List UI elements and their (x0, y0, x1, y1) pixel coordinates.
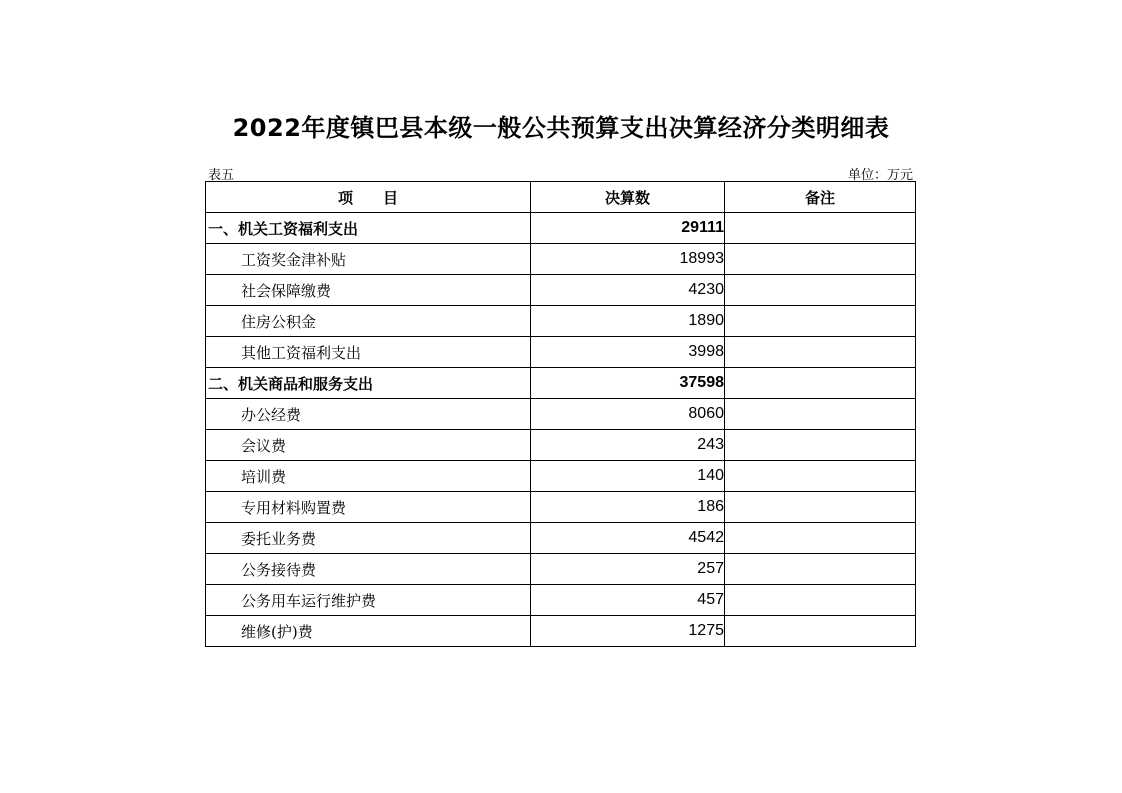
amount-cell: 3998 (531, 337, 725, 368)
amount-cell: 8060 (531, 399, 725, 430)
table-row (206, 399, 916, 430)
category-row (206, 213, 916, 244)
amount-cell: 29111 (531, 213, 725, 244)
table-label: 表五 (208, 168, 235, 183)
item-cell: 住房公积金 (206, 306, 531, 337)
item-cell: 维修(护)费 (206, 616, 531, 647)
table-row (206, 554, 916, 585)
amount-cell: 1890 (531, 306, 725, 337)
column-header-note: 备注 (725, 182, 916, 213)
note-cell (725, 523, 916, 554)
item-cell: 会议费 (206, 430, 531, 461)
column-header-item: 项 目 (206, 182, 531, 213)
note-cell (725, 616, 916, 647)
amount-cell: 186 (531, 492, 725, 523)
amount-cell: 4542 (531, 523, 725, 554)
note-cell (725, 213, 916, 244)
item-cell: 委托业务费 (206, 523, 531, 554)
table-row (206, 306, 916, 337)
note-cell (725, 461, 916, 492)
note-cell (725, 275, 916, 306)
amount-cell: 18993 (531, 244, 725, 275)
table-row (206, 275, 916, 306)
table-row (206, 461, 916, 492)
table-row (206, 492, 916, 523)
note-cell (725, 306, 916, 337)
table-row (206, 337, 916, 368)
category-row (206, 368, 916, 399)
item-cell: 其他工资福利支出 (206, 337, 531, 368)
note-cell (725, 430, 916, 461)
table-row (206, 523, 916, 554)
column-header-amount: 决算数 (531, 182, 725, 213)
amount-cell: 257 (531, 554, 725, 585)
page-title: 2022年度镇巴县本级一般公共预算支出决算经济分类明细表 (232, 114, 890, 142)
note-cell (725, 554, 916, 585)
amount-cell: 457 (531, 585, 725, 616)
expenditure-table (205, 181, 916, 647)
note-cell (725, 244, 916, 275)
amount-cell: 4230 (531, 275, 725, 306)
item-cell: 公务用车运行维护费 (206, 585, 531, 616)
amount-cell: 1275 (531, 616, 725, 647)
table-header-row (206, 182, 916, 213)
note-cell (725, 492, 916, 523)
item-cell: 二、机关商品和服务支出 (206, 368, 531, 399)
amount-cell: 243 (531, 430, 725, 461)
amount-cell: 37598 (531, 368, 725, 399)
item-cell: 培训费 (206, 461, 531, 492)
item-cell: 办公经费 (206, 399, 531, 430)
unit-label: 单位：万元 (847, 168, 913, 183)
table-row (206, 616, 916, 647)
item-cell: 一、机关工资福利支出 (206, 213, 531, 244)
item-cell: 社会保障缴费 (206, 275, 531, 306)
item-cell: 专用材料购置费 (206, 492, 531, 523)
note-cell (725, 337, 916, 368)
table-row (206, 585, 916, 616)
item-cell: 工资奖金津补贴 (206, 244, 531, 275)
amount-cell: 140 (531, 461, 725, 492)
note-cell (725, 399, 916, 430)
note-cell (725, 368, 916, 399)
table-body (206, 213, 916, 647)
item-cell: 公务接待费 (206, 554, 531, 585)
note-cell (725, 585, 916, 616)
table-row (206, 430, 916, 461)
table-row (206, 244, 916, 275)
